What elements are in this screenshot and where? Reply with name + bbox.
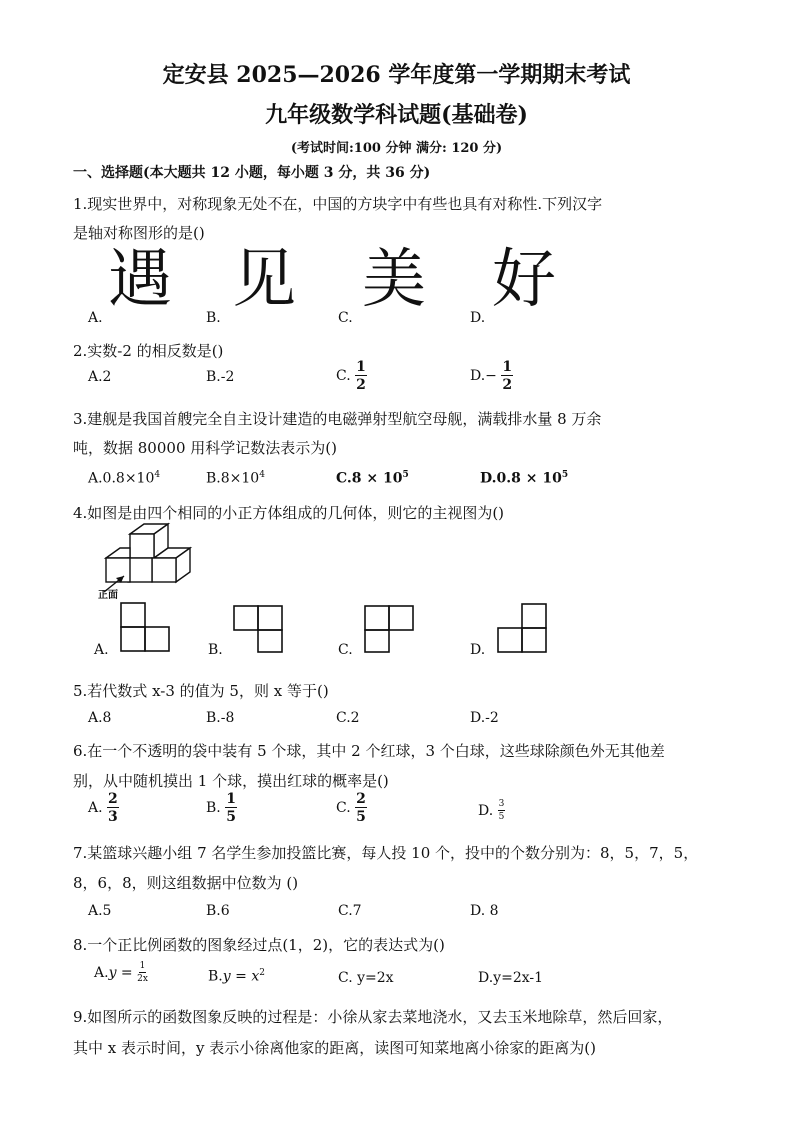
q6-line2: 别，从中随机摸出 1 个球，摸出红球的概率是() — [73, 772, 389, 790]
q4-option-c-view — [362, 602, 422, 654]
q3-option-d-base: D.0.8 × 10 — [480, 470, 562, 487]
q2-option-c-label: C. — [336, 368, 351, 384]
q1-label-a: A. — [88, 310, 103, 326]
q5-option-a: A.8 — [88, 710, 112, 726]
fraction-denominator: 2 — [502, 377, 513, 393]
q6-option-d — [478, 800, 505, 822]
q5-option-c: C.2 — [336, 710, 360, 726]
q4-option-b-view — [232, 602, 292, 654]
fraction-denominator: 2x — [137, 974, 148, 984]
q8-option-b-label: B. — [208, 968, 223, 985]
q3-option-b-exponent: 4 — [259, 470, 265, 480]
q1-label-b: B. — [206, 310, 221, 326]
q8-option-a-fraction — [137, 962, 148, 984]
q9-line1: 9.如图所示的函数图象反映的过程是：小徐从家去菜地浇水，又去玉米地除草，然后回家， — [73, 1008, 673, 1026]
q6-option-d-fraction — [498, 800, 506, 822]
q2-option-c-fraction — [355, 360, 367, 392]
q4-label-b: B. — [208, 642, 223, 658]
fraction-numerator: 1 — [139, 961, 146, 971]
q3-line2: 吨，数据 80000 用科学记数法表示为() — [73, 439, 337, 457]
q6-option-c-fraction — [355, 792, 367, 824]
q8-option-a — [94, 962, 148, 984]
q3-option-a-base: A.0.8×10 — [88, 470, 155, 487]
q7-option-b: B.6 — [206, 903, 230, 919]
fraction-denominator: 5 — [226, 809, 236, 825]
q2-option-c — [336, 360, 367, 392]
q3-option-a-exponent: 4 — [154, 470, 161, 480]
fraction-numerator: 1 — [356, 359, 366, 375]
q3-option-a — [88, 470, 160, 487]
q4-label-d: D. — [470, 642, 486, 658]
q8-option-b-eq: = — [230, 968, 252, 985]
q3-option-b-base: B.8×10 — [206, 470, 260, 487]
fraction-denominator: 5 — [356, 809, 366, 825]
q6-option-c-label: C. — [336, 800, 351, 816]
q8-option-a-var: y — [108, 965, 117, 981]
fraction-numerator: 2 — [108, 791, 118, 807]
fraction-numerator: 1 — [502, 359, 513, 375]
q6-option-b-label: B. — [206, 800, 221, 816]
q4-option-d-view — [496, 602, 556, 654]
q2-option-a: A.2 — [88, 369, 112, 385]
fraction-denominator: 5 — [498, 812, 505, 822]
q3-option-d — [480, 470, 568, 487]
q2-option-d — [470, 360, 513, 392]
q3-option-c — [336, 470, 409, 487]
q8-option-b-rhs: x — [251, 968, 260, 985]
q6-option-a-fraction — [107, 792, 119, 824]
exam-meta: (考试时间:100 分钟 满分: 120 分) — [290, 141, 503, 156]
q2-option-b: B.-2 — [206, 369, 235, 385]
q1-char-c: 美 — [362, 243, 426, 317]
section-heading: 一、选择题(本大题共 12 小题，每小题 3 分，共 36 分) — [73, 165, 431, 181]
q8-option-b-exponent: 2 — [259, 968, 265, 978]
q1-line1: 1.现实世界中，对称现象无处不在，中国的方块字中有些也具有对称性.下列汉字 — [73, 195, 603, 213]
fraction-denominator: 2 — [356, 377, 366, 393]
q8-option-a-label: A. — [94, 965, 109, 981]
q2-text: 2.实数-2 的相反数是() — [73, 342, 224, 360]
q5-option-d: D.-2 — [470, 710, 499, 726]
q4-text: 4.如图是由四个相同的小正方体组成的几何体，则它的主视图为() — [73, 504, 505, 522]
q3-option-c-base: C.8 × 10 — [336, 470, 403, 487]
q5-text: 5.若代数式 x-3 的值为 5，则 x 等于() — [73, 682, 329, 700]
q4-option-a-view — [118, 602, 178, 654]
q2-option-d-fraction — [501, 360, 513, 392]
q6-option-b — [206, 792, 237, 824]
q1-line2: 是轴对称图形的是() — [73, 224, 205, 242]
q1-label-d: D. — [470, 310, 486, 326]
q7-line1: 7.某篮球兴趣小组 7 名学生参加投篮比赛，每人投 10 个，投中的个数分别为：8，5，7，5， — [73, 844, 699, 862]
q1-char-a: 遇 — [108, 243, 172, 317]
q7-option-c: C.7 — [338, 903, 362, 919]
q3-option-c-exponent: 5 — [402, 470, 409, 480]
q6-option-a — [88, 792, 119, 824]
q6-option-d-label: D. — [478, 803, 494, 819]
q7-line2: 8，6，8，则这组数据中位数为 () — [73, 874, 299, 892]
q8-option-b-var: y — [222, 968, 231, 985]
fraction-denominator: 3 — [108, 809, 118, 825]
q4-front-label: 正面 — [98, 590, 118, 601]
q6-option-a-label: A. — [88, 800, 103, 816]
q1-char-d: 好 — [492, 243, 556, 317]
q3-option-d-exponent: 5 — [561, 470, 569, 480]
fraction-numerator: 3 — [498, 799, 505, 809]
q7-option-a: A.5 — [88, 903, 112, 919]
q5-option-b: B.-8 — [206, 710, 235, 726]
exam-title: 定安县 2025—2026 学年度第一学期期末考试 — [162, 62, 631, 88]
q3-line1: 3.建舰是我国首艘完全自主设计建造的电磁弹射型航空母舰，满载排水量 8 万余 — [73, 410, 602, 428]
exam-subtitle: 九年级数学科试题(基础卷) — [265, 102, 528, 128]
fraction-numerator: 2 — [356, 791, 366, 807]
q8-option-a-eq: = — [116, 965, 138, 981]
q8-option-b — [208, 968, 265, 985]
q6-option-b-fraction — [225, 792, 237, 824]
q8-option-d: D.y=2x-1 — [478, 970, 544, 986]
q8-option-c: C. y=2x — [338, 970, 394, 986]
q6-line1: 6.在一个不透明的袋中装有 5 个球，其中 2 个红球，3 个白球，这些球除颜色外无其他差 — [73, 742, 665, 760]
q9-line2: 其中 x 表示时间，y 表示小徐离他家的距离，读图可知菜地离小徐家的距离为() — [73, 1039, 596, 1057]
fraction-numerator: 1 — [226, 791, 236, 807]
q2-option-d-label: D.− — [470, 368, 497, 384]
q4-label-a: A. — [94, 642, 109, 658]
q6-option-c — [336, 792, 367, 824]
q7-option-d: D. 8 — [470, 903, 499, 919]
q4-label-c: C. — [338, 642, 353, 658]
q8-text: 8.一个正比例函数的图象经过点(1，2)，它的表达式为() — [73, 936, 445, 954]
q1-label-c: C. — [338, 310, 353, 326]
q3-option-b — [206, 470, 265, 487]
q1-char-b: 见 — [232, 243, 296, 317]
